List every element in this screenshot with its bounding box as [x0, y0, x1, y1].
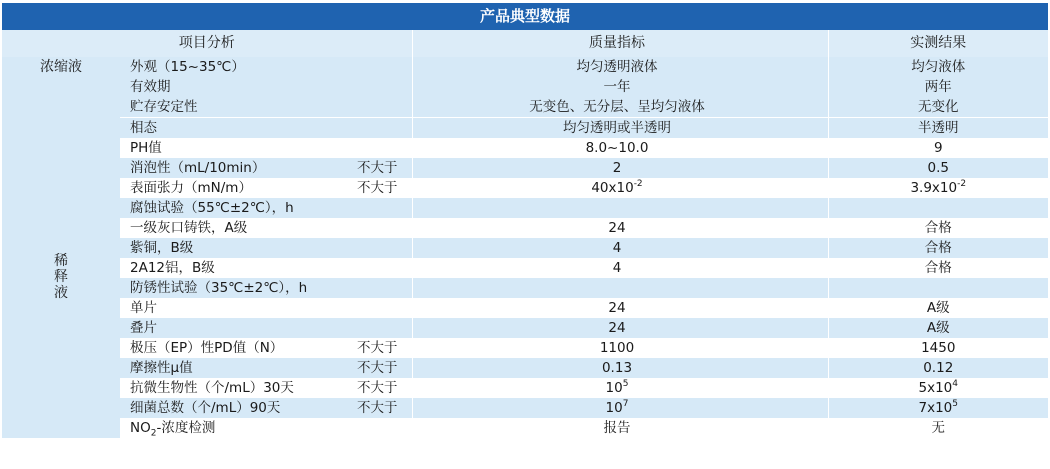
row-spec: 无变色、无分层、呈均匀液体	[412, 97, 828, 118]
row-item: 紫铜，B级	[120, 238, 412, 258]
row-item: 摩擦性μ值	[130, 360, 193, 376]
row-spec	[412, 198, 828, 218]
row-item: 防锈性试验（35℃±2℃），h	[120, 278, 412, 298]
row-spec: 均匀透明或半透明	[412, 118, 828, 139]
row-item: 相态	[120, 118, 412, 139]
table-row	[2, 278, 1048, 298]
table-row	[2, 398, 1048, 418]
row-item-cell	[120, 358, 412, 378]
row-item: 腐蚀试验（55℃±2℃），h	[120, 198, 412, 218]
row-item: 抗微生物性（个/mL）30天	[130, 380, 294, 396]
row-note: 不大于	[357, 180, 398, 196]
row-item: 叠片	[120, 318, 412, 338]
row-spec: 4	[412, 238, 828, 258]
table-row	[2, 298, 1048, 318]
row-result: 合格	[828, 258, 1048, 278]
row-result: 0.12	[828, 358, 1048, 378]
row-item: PH值	[120, 138, 412, 158]
row-spec: 8.0~10.0	[412, 138, 828, 158]
row-result	[828, 198, 1048, 218]
row-item-cell	[120, 378, 412, 398]
table-row	[2, 338, 1048, 358]
category-concentrate: 浓缩液	[2, 57, 120, 118]
row-result	[828, 278, 1048, 298]
row-item: 消泡性（mL/10min）	[130, 160, 266, 176]
row-spec: $40x10^{-2}$	[412, 178, 828, 198]
table-row	[2, 358, 1048, 378]
row-spec: 均匀透明液体	[412, 57, 828, 77]
table-row	[2, 118, 1048, 139]
row-result: 半透明	[828, 118, 1048, 139]
row-note: 不大于	[357, 400, 398, 416]
table-row	[2, 218, 1048, 238]
row-result: 合格	[828, 218, 1048, 238]
table-row	[2, 418, 1048, 438]
row-spec: 2	[412, 158, 828, 178]
table-row	[2, 158, 1048, 178]
row-item: 极压（EP）性PD值（N）	[130, 340, 284, 356]
row-spec: 0.13	[412, 358, 828, 378]
table-row	[2, 97, 1048, 118]
row-spec: 24	[412, 318, 828, 338]
row-spec: $10^5$	[412, 378, 828, 398]
row-item: $NO_2-$浓度检测	[120, 418, 412, 438]
row-item-cell	[120, 338, 412, 358]
data-sheet	[2, 3, 1048, 463]
header-spec: 质量指标	[412, 30, 828, 57]
row-item-cell	[120, 178, 412, 198]
row-spec: 报告	[412, 418, 828, 438]
row-item: 2A12铝，B级	[120, 258, 412, 278]
row-item: 外观（15~35℃）	[120, 57, 412, 77]
table-row	[2, 238, 1048, 258]
row-spec: 4	[412, 258, 828, 278]
row-result: 9	[828, 138, 1048, 158]
table-row	[2, 138, 1048, 158]
row-item-cell	[120, 398, 412, 418]
row-item: 有效期	[120, 77, 412, 97]
row-result: 无	[828, 418, 1048, 438]
row-item: 表面张力（mN/m）	[130, 180, 252, 196]
table-row	[2, 198, 1048, 218]
table-row	[2, 57, 1048, 77]
row-result: $5x10^4$	[828, 378, 1048, 398]
header-row	[2, 30, 1048, 57]
row-result: A级	[828, 318, 1048, 338]
row-note: 不大于	[357, 380, 398, 396]
header-result: 实测结果	[828, 30, 1048, 57]
row-result: 合格	[828, 238, 1048, 258]
table-row	[2, 378, 1048, 398]
table-title: 产品典型数据	[2, 3, 1048, 30]
row-result: 两年	[828, 77, 1048, 97]
header-item: 项目分析	[2, 30, 412, 57]
row-result: 均匀液体	[828, 57, 1048, 77]
row-item: 贮存安定性	[120, 97, 412, 118]
row-spec: 24	[412, 298, 828, 318]
row-spec: 一年	[412, 77, 828, 97]
row-spec: 24	[412, 218, 828, 238]
row-item-cell	[120, 158, 412, 178]
row-note: 不大于	[357, 160, 398, 176]
row-spec: 1100	[412, 338, 828, 358]
row-spec	[412, 278, 828, 298]
row-result: 0.5	[828, 158, 1048, 178]
category-diluted: 稀释液	[2, 118, 120, 439]
row-spec: $10^7$	[412, 398, 828, 418]
table-row	[2, 318, 1048, 338]
row-item: 单片	[120, 298, 412, 318]
row-result: 1450	[828, 338, 1048, 358]
row-note: 不大于	[357, 340, 398, 356]
row-result: 无变化	[828, 97, 1048, 118]
data-table	[2, 30, 1048, 438]
table-row	[2, 178, 1048, 198]
row-item: 一级灰口铸铁，A级	[120, 218, 412, 238]
table-row	[2, 258, 1048, 278]
row-result: $7x10^5$	[828, 398, 1048, 418]
row-result: A级	[828, 298, 1048, 318]
row-item: 细菌总数（个/mL）90天	[130, 400, 281, 416]
row-note: 不大于	[357, 360, 398, 376]
row-result: $3.9x10^{-2}$	[828, 178, 1048, 198]
table-row	[2, 77, 1048, 97]
